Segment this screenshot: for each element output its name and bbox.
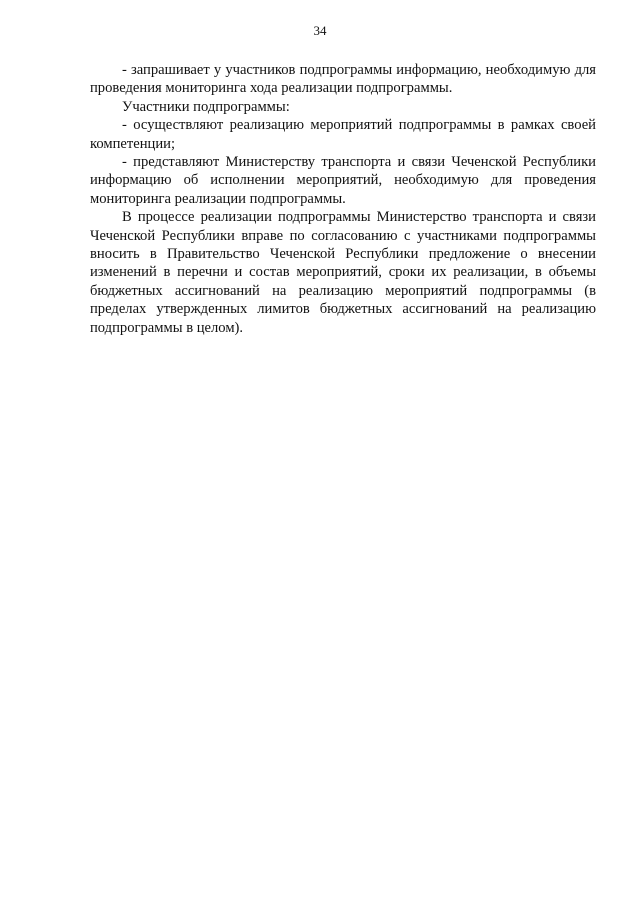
paragraph-participants-heading: Участники подпрограммы: [122, 98, 290, 115]
page-number: 34 [313, 23, 327, 38]
paragraph-request-information: - запрашивает у участников подпрограммы информацию, необходимую для проведения мониторинга хода реализации подпрограммы. [90, 62, 596, 97]
paragraph-provide-information: - представляют Министерству транспорта и связи Чеченской Республики информацию об исполнении мероприятий, необходимую для проведения мониторинга реализации подпрограммы. [90, 154, 596, 207]
paragraph-implement-measures: - осуществляют реализацию мероприятий подпрограммы в рамках своей компетенции; [90, 117, 596, 152]
paragraph-amendment-proposals: В процессе реализации подпрограммы Министерство транспорта и связи Чеченской Республики вправе по согласованию с участниками подпрограммы вносить в Правительство Чеченской Республики предложение о внесении изменений в перечни и состав мероприятий, сроки их реализации, в объемы бюджетных ассигнований на реализацию мероприятий подпрограммы (в пределах утвержденных лимитов бюджетных ассигнований на реализацию подпрограммы в целом). [90, 209, 596, 336]
document-body [90, 61, 596, 337]
